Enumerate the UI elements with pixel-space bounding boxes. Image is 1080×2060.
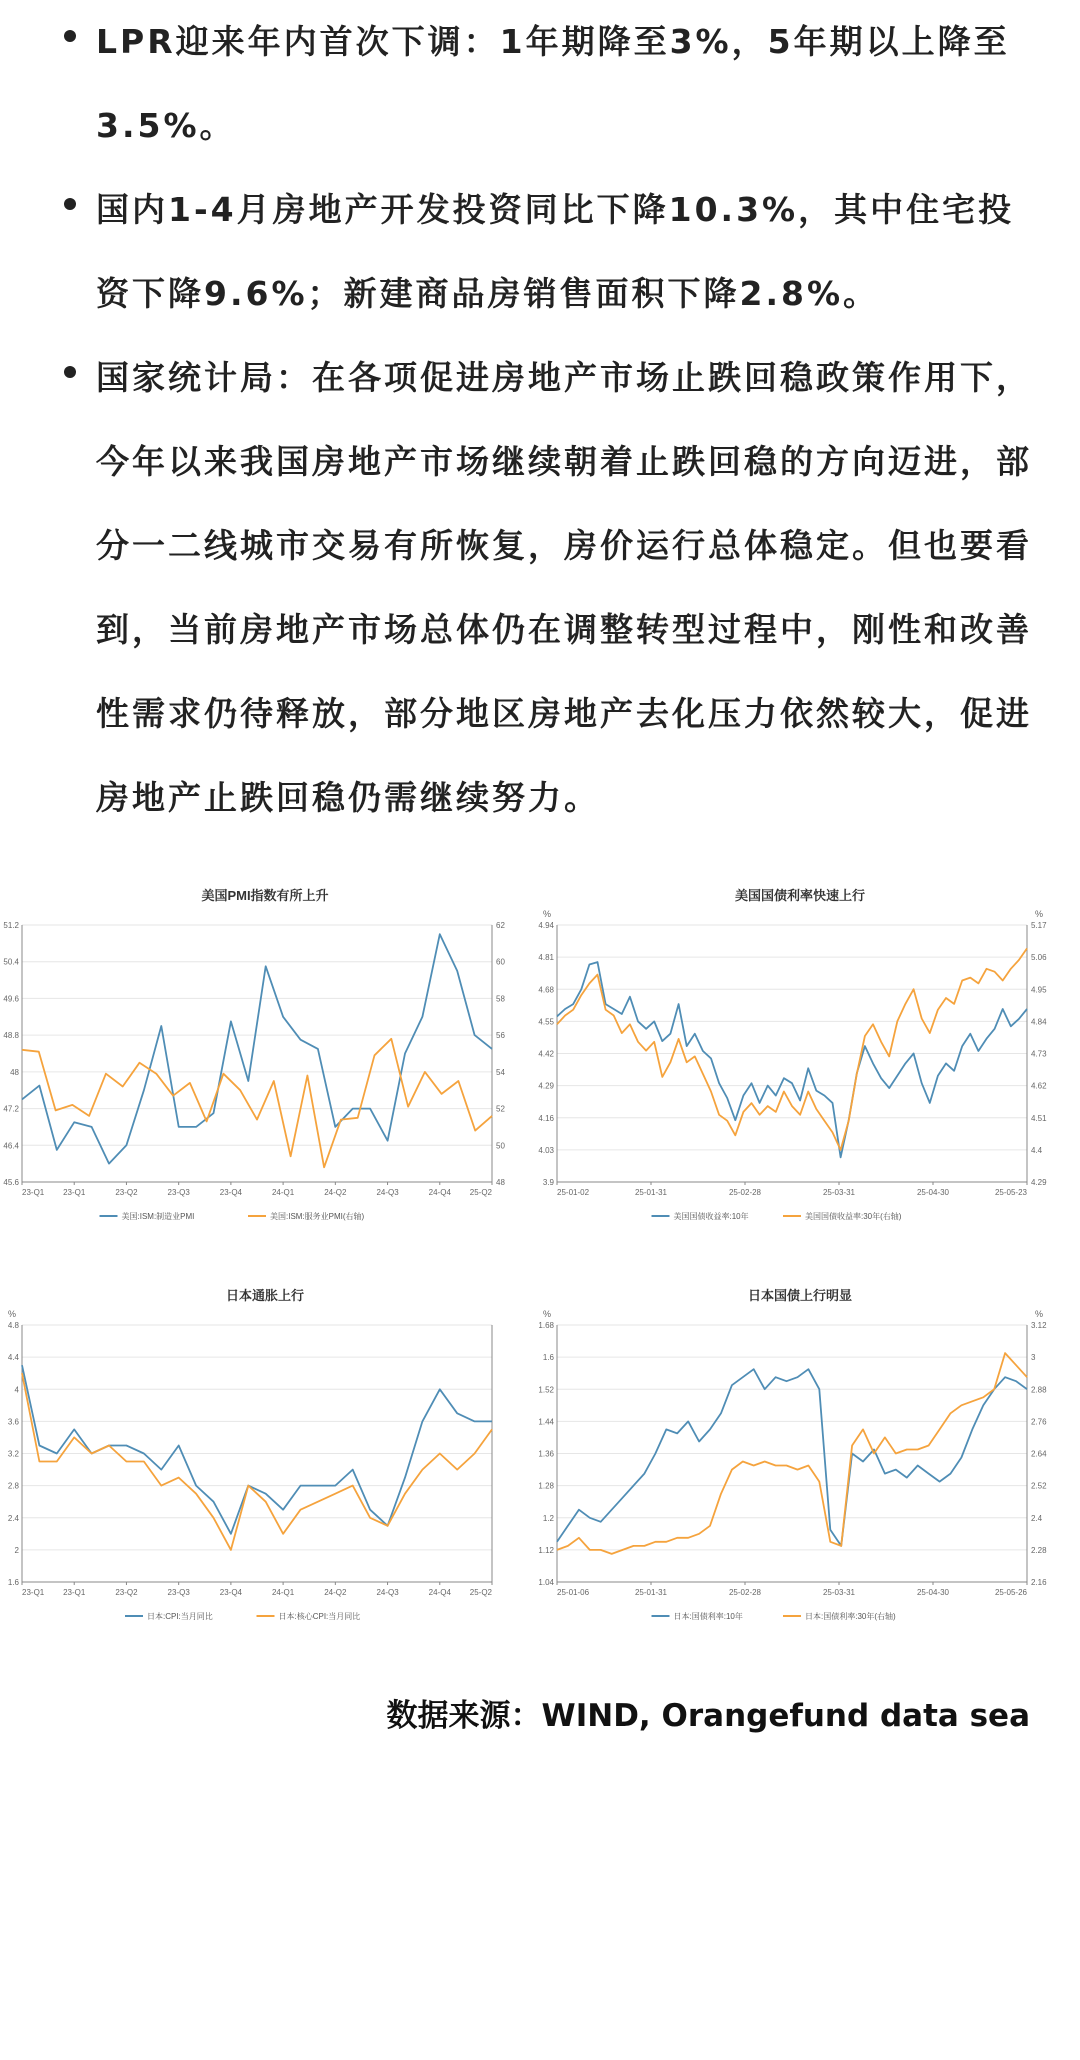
x-tick-label: 25-01-31 [634, 1188, 668, 1197]
y-tick-right: 2.76 [1031, 1417, 1047, 1427]
x-tick-label: 23-Q3 [167, 1588, 190, 1597]
bullet-text: 国内1-4月房地产开发投资同比下降10.3%，其中住宅投资下降9.6%；新建商品房销售面积下降2.8%。 [96, 190, 1015, 313]
x-tick-label: 25-04-30 [916, 1588, 950, 1597]
legend-label: 美国国债收益率:30年(右轴) [805, 1212, 902, 1221]
x-tick-label: 25-01-31 [634, 1588, 668, 1597]
chart-title: 日本通胀上行 [225, 1288, 305, 1303]
x-tick-label: 25-Q2 [469, 1588, 492, 1597]
x-tick-label: 23-Q1 [63, 1188, 86, 1197]
y-tick-right: 50 [496, 1141, 505, 1151]
y-tick-left: 4.03 [538, 1145, 554, 1155]
y-tick-right: 4.73 [1031, 1049, 1047, 1059]
chart-svg [535, 1280, 1065, 1660]
y-tick-right: 2.28 [1031, 1545, 1047, 1555]
legend-label: 美国国债收益率:10年 [673, 1212, 749, 1221]
y-tick-left: 4.68 [538, 985, 554, 995]
y-tick-left: 47.2 [3, 1104, 19, 1114]
y-tick-right: 2.4 [1031, 1513, 1043, 1523]
x-tick-label: 24-Q3 [376, 1588, 399, 1597]
chart-japan-jgb [535, 1280, 1065, 1660]
y-tick-left: 45.6 [3, 1178, 19, 1187]
y-tick-right: 54 [496, 1067, 505, 1077]
axis-unit-right: % [1035, 909, 1044, 919]
bullet-item-investment [60, 168, 1040, 336]
series-line-1 [22, 1365, 492, 1534]
x-tick-label: 23-Q2 [115, 1588, 138, 1597]
chart-us-treasury [535, 880, 1065, 1260]
y-tick-left: 2.8 [7, 1481, 19, 1491]
y-tick-left: 1.12 [538, 1545, 554, 1555]
x-tick-label: 24-Q2 [324, 1188, 347, 1197]
y-tick-right: 62 [496, 921, 505, 930]
legend-label: 日本:核心CPI:当月同比 [278, 1612, 361, 1621]
y-tick-left: 48.8 [3, 1031, 19, 1041]
y-tick-left: 4.16 [538, 1113, 554, 1123]
x-tick-label: 23-Q4 [219, 1188, 243, 1197]
y-tick-right: 60 [496, 957, 505, 967]
y-tick-left: 49.6 [3, 994, 19, 1004]
y-tick-right: 3.12 [1031, 1321, 1047, 1330]
y-tick-left: 1.28 [538, 1481, 554, 1491]
x-tick-label: 25-05-26 [994, 1588, 1027, 1597]
y-tick-left: 1.44 [538, 1417, 554, 1427]
y-tick-left: 1.68 [538, 1321, 554, 1330]
y-tick-right: 4.51 [1031, 1113, 1047, 1123]
y-tick-left: 4.81 [538, 953, 554, 963]
y-tick-left: 2 [14, 1545, 19, 1555]
x-tick-label: 25-01-02 [557, 1188, 590, 1197]
y-tick-right: 4.29 [1031, 1178, 1047, 1187]
series-line-2 [22, 1373, 492, 1550]
y-tick-left: 51.2 [3, 921, 19, 930]
y-tick-right: 58 [496, 994, 505, 1004]
y-tick-right: 4.62 [1031, 1081, 1047, 1091]
axis-unit-left: % [543, 909, 552, 919]
x-tick-label: 24-Q2 [324, 1588, 347, 1597]
chart-title: 美国国债利率快速上行 [734, 888, 866, 903]
x-tick-label: 25-03-31 [822, 1588, 856, 1597]
x-tick-label: 23-Q1 [22, 1588, 45, 1597]
legend-label: 日本:国债利率:30年(右轴) [805, 1612, 896, 1621]
y-tick-left: 2.4 [7, 1513, 19, 1523]
y-tick-left: 1.52 [538, 1385, 554, 1395]
legend-label: 日本:CPI:当月同比 [147, 1612, 213, 1621]
bullet-text: LPR迎来年内首次下调：1年期降至3%，5年期以上降至3.5%。 [96, 22, 1010, 145]
y-tick-right: 48 [496, 1178, 505, 1187]
y-tick-right: 2.88 [1031, 1385, 1047, 1395]
x-tick-label: 23-Q3 [167, 1188, 190, 1197]
y-tick-right: 4.84 [1031, 1017, 1047, 1027]
y-tick-left: 46.4 [3, 1141, 19, 1151]
x-tick-label: 25-Q2 [469, 1188, 492, 1197]
series-line-1 [557, 1369, 1027, 1546]
x-tick-label: 23-Q4 [219, 1588, 243, 1597]
y-tick-left: 4.8 [7, 1321, 19, 1330]
y-tick-left: 1.2 [542, 1513, 554, 1523]
y-tick-left: 4.42 [538, 1049, 554, 1059]
x-tick-label: 24-Q3 [376, 1188, 399, 1197]
bullet-item-lpr [60, 0, 1040, 168]
x-tick-label: 25-05-23 [994, 1188, 1027, 1197]
x-tick-label: 23-Q2 [115, 1188, 138, 1197]
y-tick-left: 1.04 [538, 1578, 554, 1587]
series-line-1 [557, 962, 1027, 1157]
y-tick-left: 3.9 [542, 1178, 554, 1187]
chart-svg [0, 880, 530, 1260]
legend-label: 美国:ISM:服务业PMI(右轴) [270, 1212, 365, 1221]
x-tick-label: 25-03-31 [822, 1188, 856, 1197]
y-tick-left: 4.55 [538, 1017, 554, 1027]
axis-unit-right: % [1035, 1309, 1044, 1319]
chart-title: 美国PMI指数有所上升 [201, 888, 329, 903]
y-tick-left: 4.94 [538, 921, 554, 930]
axis-unit-left: % [543, 1309, 552, 1319]
chart-title: 日本国债上行明显 [747, 1288, 853, 1303]
y-tick-left: 1.6 [7, 1578, 19, 1587]
x-tick-label: 23-Q1 [22, 1188, 45, 1197]
x-tick-label: 25-02-28 [728, 1588, 762, 1597]
y-tick-left: 48 [10, 1067, 19, 1077]
x-tick-label: 24-Q1 [271, 1588, 295, 1597]
axis-unit-left: % [8, 1309, 17, 1319]
y-tick-left: 4.29 [538, 1081, 554, 1091]
chart-grid [0, 880, 1080, 1660]
legend-label: 日本:国债利率:10年 [673, 1612, 743, 1621]
y-tick-right: 2.52 [1031, 1481, 1047, 1491]
y-tick-right: 56 [496, 1031, 505, 1041]
x-tick-label: 25-01-06 [557, 1588, 590, 1597]
y-tick-left: 3.2 [7, 1449, 19, 1459]
y-tick-right: 5.06 [1031, 953, 1047, 963]
bullet-text: 国家统计局：在各项促进房地产市场止跌回稳政策作用下，今年以来我国房地产市场继续朝着止跌回稳的方向迈进，部分一二线城市交易有所恢复，房价运行总体稳定。但也要看到，当前房地产市场总体仍在调整转型过程中，刚性和改善性需求仍待释放，部分地区房地产去化压力依然较大，促进房地产止跌回稳仍需继续努力。 [96, 358, 1032, 817]
legend-label: 美国:ISM:制造业PMI [121, 1212, 195, 1221]
y-tick-left: 4 [14, 1385, 19, 1395]
y-tick-left: 4.4 [7, 1353, 19, 1363]
chart-svg [535, 880, 1065, 1260]
x-tick-label: 25-02-28 [728, 1188, 762, 1197]
y-tick-right: 5.17 [1031, 921, 1047, 930]
y-tick-right: 4.4 [1031, 1145, 1043, 1155]
bullet-list [60, 0, 1040, 840]
data-source-note: 数据来源：WIND, Orangefund data sea [386, 1698, 1030, 1734]
y-tick-right: 4.95 [1031, 985, 1047, 995]
y-tick-left: 50.4 [3, 957, 19, 967]
y-tick-right: 2.16 [1031, 1578, 1047, 1587]
y-tick-left: 1.6 [542, 1353, 554, 1363]
chart-us-pmi [0, 880, 530, 1260]
series-line-1 [22, 934, 492, 1163]
series-line-2 [557, 948, 1027, 1150]
y-tick-right: 52 [496, 1104, 505, 1114]
y-tick-right: 3 [1031, 1353, 1036, 1363]
x-tick-label: 24-Q4 [428, 1188, 451, 1197]
x-tick-label: 24-Q4 [428, 1588, 451, 1597]
chart-svg [0, 1280, 530, 1660]
x-tick-label: 23-Q1 [63, 1588, 86, 1597]
y-tick-left: 3.6 [7, 1417, 19, 1427]
x-tick-label: 24-Q1 [271, 1188, 295, 1197]
y-tick-left: 1.36 [538, 1449, 554, 1459]
y-tick-right: 2.64 [1031, 1449, 1047, 1459]
bullet-item-statistics-bureau [60, 336, 1040, 840]
chart-japan-inflation [0, 1280, 530, 1660]
series-line-2 [22, 1039, 492, 1168]
x-tick-label: 25-04-30 [916, 1188, 950, 1197]
